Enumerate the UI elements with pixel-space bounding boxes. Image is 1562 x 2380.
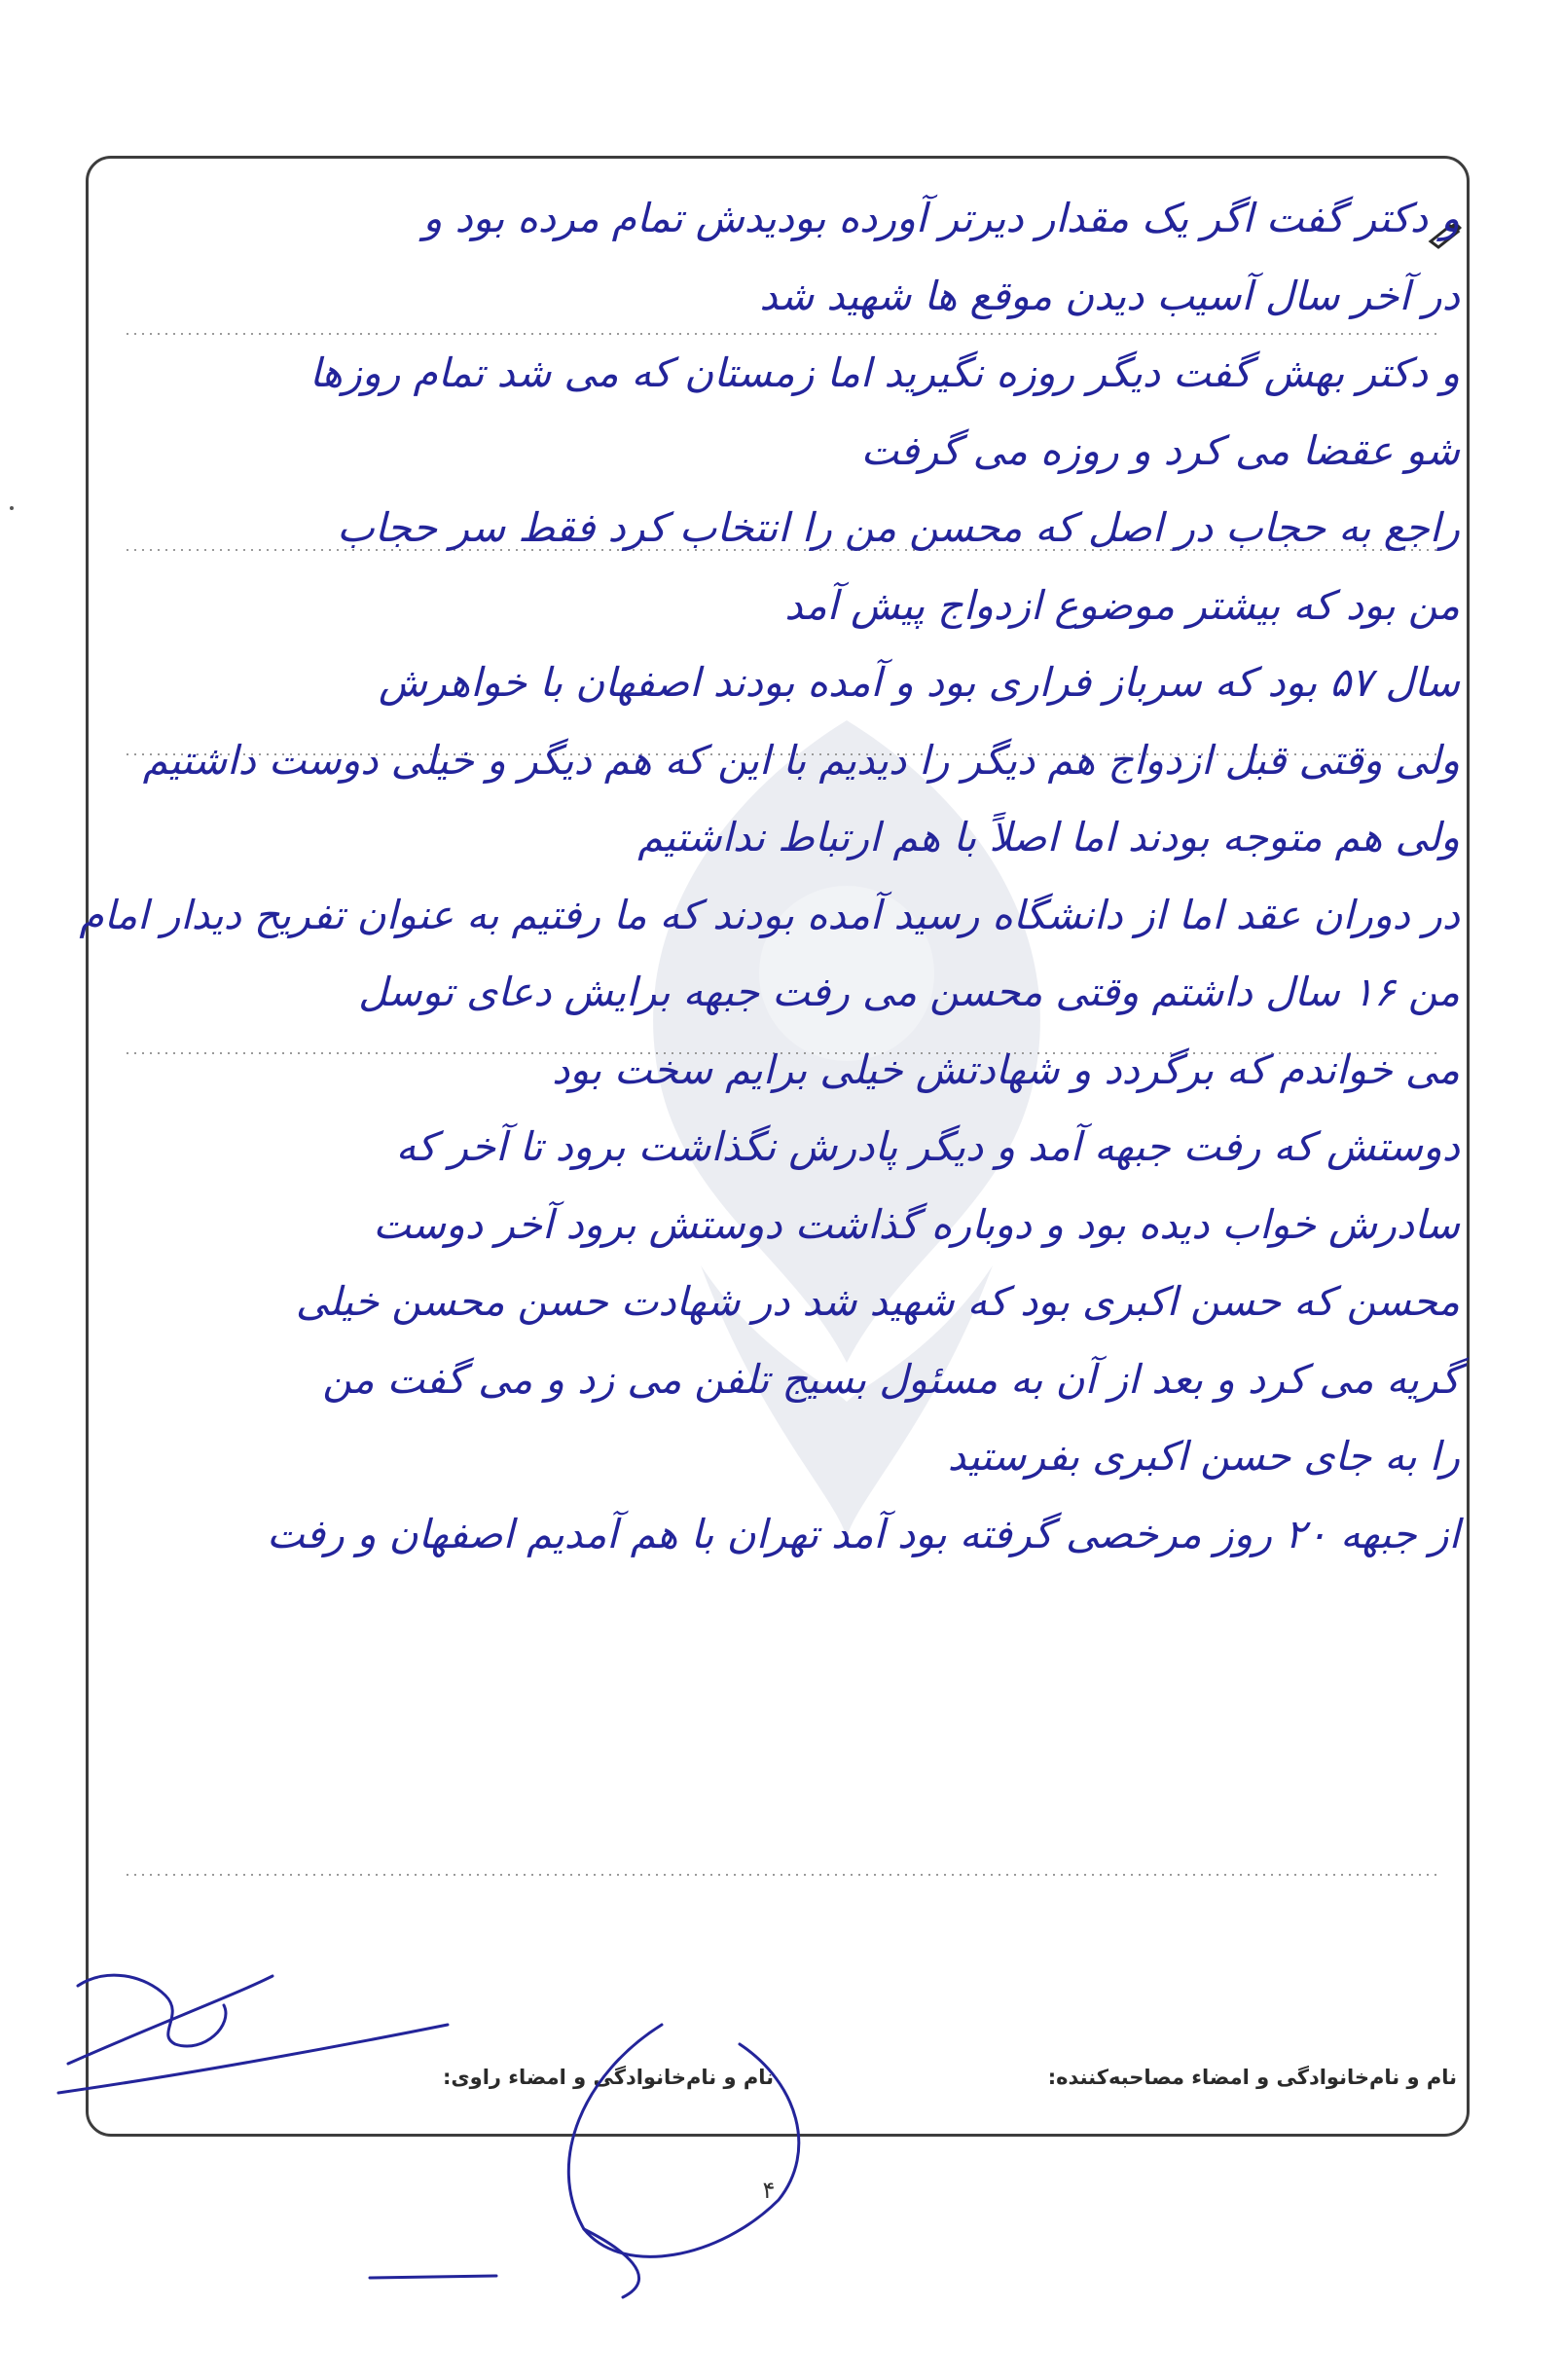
text-line: من بود که بیشتر موضوع ازدواج پیش آمد bbox=[784, 581, 1460, 629]
interviewer-signature-label: نام و نام‌خانوادگی و امضاء مصاحبه‌کننده: bbox=[1047, 2066, 1457, 2089]
text-line: شو عقضا می کرد و روزه می گرفت bbox=[860, 426, 1460, 474]
handwritten-signature bbox=[39, 1908, 1012, 2317]
text-line: و دکتر گفت اگر یک مقدار دیرتر آورده بودیدش تمام مرده بود و bbox=[422, 195, 1460, 241]
text-line: راجع به حجاب در اصل که محسن من را انتخاب کرد فقط سر حجاب bbox=[337, 504, 1460, 551]
page-number: ۴ bbox=[762, 2177, 776, 2204]
text-line: می خواندم که برگردد و شهادتش خیلی برایم سخت بود bbox=[552, 1045, 1460, 1093]
text-line: من ۱۶ سال داشتم وقتی محسن می رفت جبهه برایش دعای توسل bbox=[358, 969, 1460, 1015]
text-line: ولی وقتی قبل ازدواج هم دیگر را دیدیم با این که هم دیگر و خیلی دوست داشتیم bbox=[142, 736, 1460, 784]
text-line: در دوران عقد اما از دانشگاه رسید آمده بودند که ما رفتیم به عنوان تفریح دیدار امام bbox=[79, 891, 1460, 938]
narrator-signature-label: نام و نام‌خانوادگی و امضاء راوی: bbox=[443, 2066, 774, 2089]
text-line: دوستش که رفت جبهه آمد و دیگر پادرش نگذاشت برود تا آخر که bbox=[395, 1123, 1460, 1170]
text-line: ولی هم متوجه بودند اما اصلاً با هم ارتباط نداشتیم bbox=[637, 814, 1460, 860]
text-line: گریه می کرد و بعد از آن به مسئول بسیج تلفن می زد و می گفت من bbox=[322, 1355, 1460, 1403]
text-line: از جبهه ۲۰ روز مرخصی گرفته بود آمد تهران با هم آمدیم اصفهان و رفت bbox=[267, 1510, 1460, 1557]
text-line: در آخر سال آسیب دیدن موقع ها شهید شد bbox=[759, 272, 1460, 319]
text-line: محسن که حسن اکبری بود که شهید شد در شهادت حسن محسن خیلی bbox=[295, 1278, 1460, 1325]
handwritten-testimony bbox=[79, 180, 1460, 1573]
text-line: را به جای حسن اکبری بفرستید bbox=[947, 1433, 1460, 1480]
text-line: و دکتر بهش گفت دیگر روزه نگیرید اما زمستان که می شد تمام روزها bbox=[309, 349, 1460, 396]
text-line: سال ۵۷ بود که سرباز فراری بود و آمده بودند اصفهان با خواهرش bbox=[379, 659, 1460, 706]
text-line: سادرش خواب دیده بود و دوباره گذاشت دوستش برود آخر دوست bbox=[373, 1200, 1460, 1248]
